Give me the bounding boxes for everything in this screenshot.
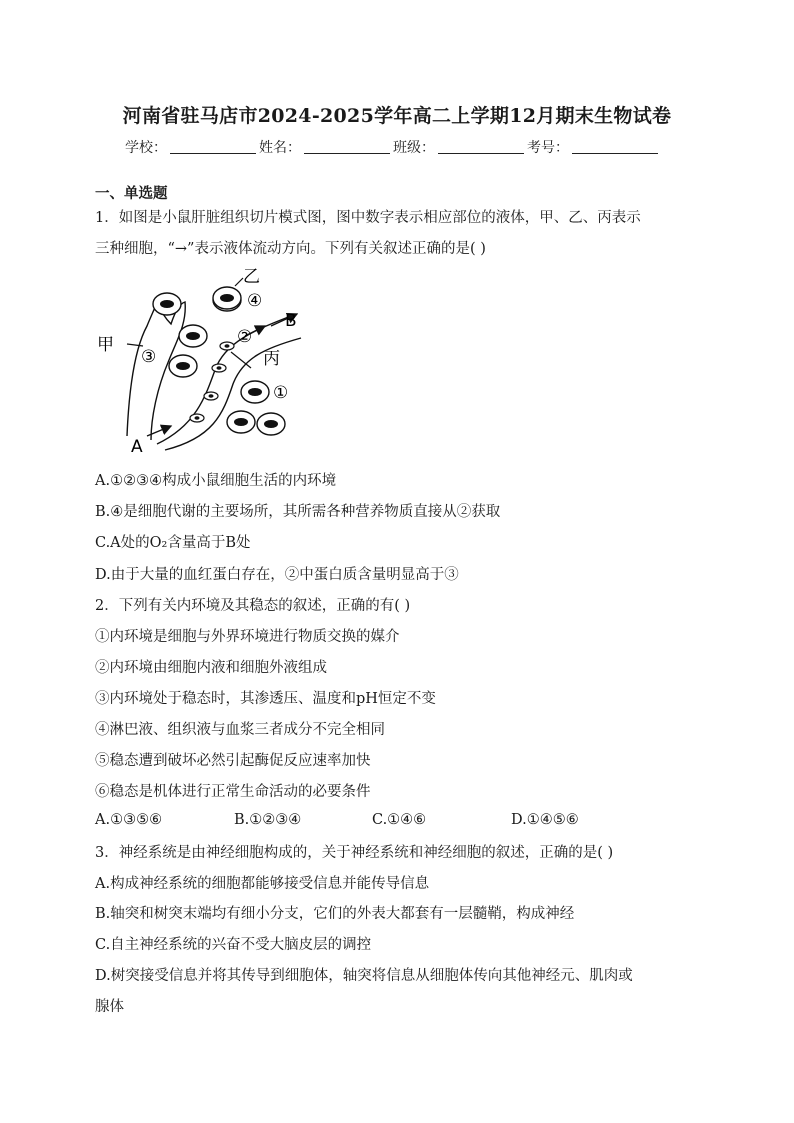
liver-tissue-diagram xyxy=(95,268,315,458)
label-bing: 丙 xyxy=(263,349,280,369)
q2-option-b[interactable]: B.①②③④ xyxy=(234,812,302,828)
section-heading: 一、单选题 xyxy=(95,185,168,202)
q2-statement-6: ⑥稳态是机体进行正常生命活动的必要条件 xyxy=(95,784,371,800)
q1-option-a[interactable]: A.①②③④构成小鼠细胞生活的内环境 xyxy=(95,473,337,489)
class-label: 班级： xyxy=(393,140,435,156)
label-n1: ① xyxy=(273,383,289,403)
number-label: 考号： xyxy=(527,140,569,156)
q2-statement-2: ②内环境由细胞内液和细胞外液组成 xyxy=(95,660,327,676)
q2-option-d[interactable]: D.①④⑤⑥ xyxy=(511,812,579,828)
q2-statement-1: ①内环境是细胞与外界环境进行物质交换的媒介 xyxy=(95,629,400,645)
student-info-row xyxy=(125,137,661,157)
number-blank[interactable] xyxy=(572,139,658,154)
label-n4: ④ xyxy=(247,291,263,311)
label-b: B xyxy=(285,311,297,331)
q2-stem: 2．下列有关内环境及其稳态的叙述，正确的有( ) xyxy=(95,598,411,614)
school-blank[interactable] xyxy=(170,139,256,154)
q2-statement-3: ③内环境处于稳态时，其渗透压、温度和pH恒定不变 xyxy=(95,691,436,707)
q2-statement-5: ⑤稳态遭到破坏必然引起酶促反应速率加快 xyxy=(95,753,371,769)
label-yi: 乙 xyxy=(243,268,260,287)
q1-option-d[interactable]: D.由于大量的血红蛋白存在，②中蛋白质含量明显高于③ xyxy=(95,567,459,583)
q2-option-a[interactable]: A.①③⑤⑥ xyxy=(95,812,163,828)
q1-stem-line1: 1．如图是小鼠肝脏组织切片模式图，图中数字表示相应部位的液体，甲、乙、丙表示 xyxy=(95,210,641,226)
label-n2: ② xyxy=(237,327,253,347)
q1-stem-line2: 三种细胞，“→”表示液体流动方向。下列有关叙述正确的是( ) xyxy=(95,241,486,257)
page-title: 河南省驻马店市2024-2025学年高二上学期12月期末生物试卷 xyxy=(122,105,672,127)
label-n3: ③ xyxy=(141,347,157,367)
q3-option-b[interactable]: B.轴突和树突末端均有细小分支，它们的外表大都套有一层髓鞘，构成神经 xyxy=(95,906,575,922)
leader-yi xyxy=(235,278,243,286)
class-blank[interactable] xyxy=(438,139,524,154)
q3-option-a[interactable]: A.构成神经系统的细胞都能够接受信息并能传导信息 xyxy=(95,876,430,892)
school-label: 学校： xyxy=(125,140,167,156)
q2-option-c[interactable]: C.①④⑥ xyxy=(372,812,427,828)
q1-option-c[interactable]: C.A处的O₂含量高于B处 xyxy=(95,535,251,551)
label-a: A xyxy=(131,437,143,457)
leader-bing xyxy=(231,352,251,368)
name-blank[interactable] xyxy=(304,139,390,154)
name-label: 姓名： xyxy=(259,140,301,156)
label-jia: 甲 xyxy=(97,335,114,355)
leader-jia xyxy=(127,344,143,346)
q3-option-d[interactable]: D.树突接受信息并将其传导到细胞体，轴突将信息从细胞体传向其他神经元、肌肉或 xyxy=(95,968,633,984)
q2-statement-4: ④淋巴液、组织液与血浆三者成分不完全相同 xyxy=(95,722,385,738)
q3-stem: 3．神经系统是由神经细胞构成的，关于神经系统和神经细胞的叙述，正确的是( ) xyxy=(95,845,614,861)
q3-option-d-cont: 腺体 xyxy=(95,999,124,1015)
q3-option-c[interactable]: C.自主神经系统的兴奋不受大脑皮层的调控 xyxy=(95,937,372,953)
q1-option-b[interactable]: B.④是细胞代谢的主要场所，其所需各种营养物质直接从②获取 xyxy=(95,504,501,520)
